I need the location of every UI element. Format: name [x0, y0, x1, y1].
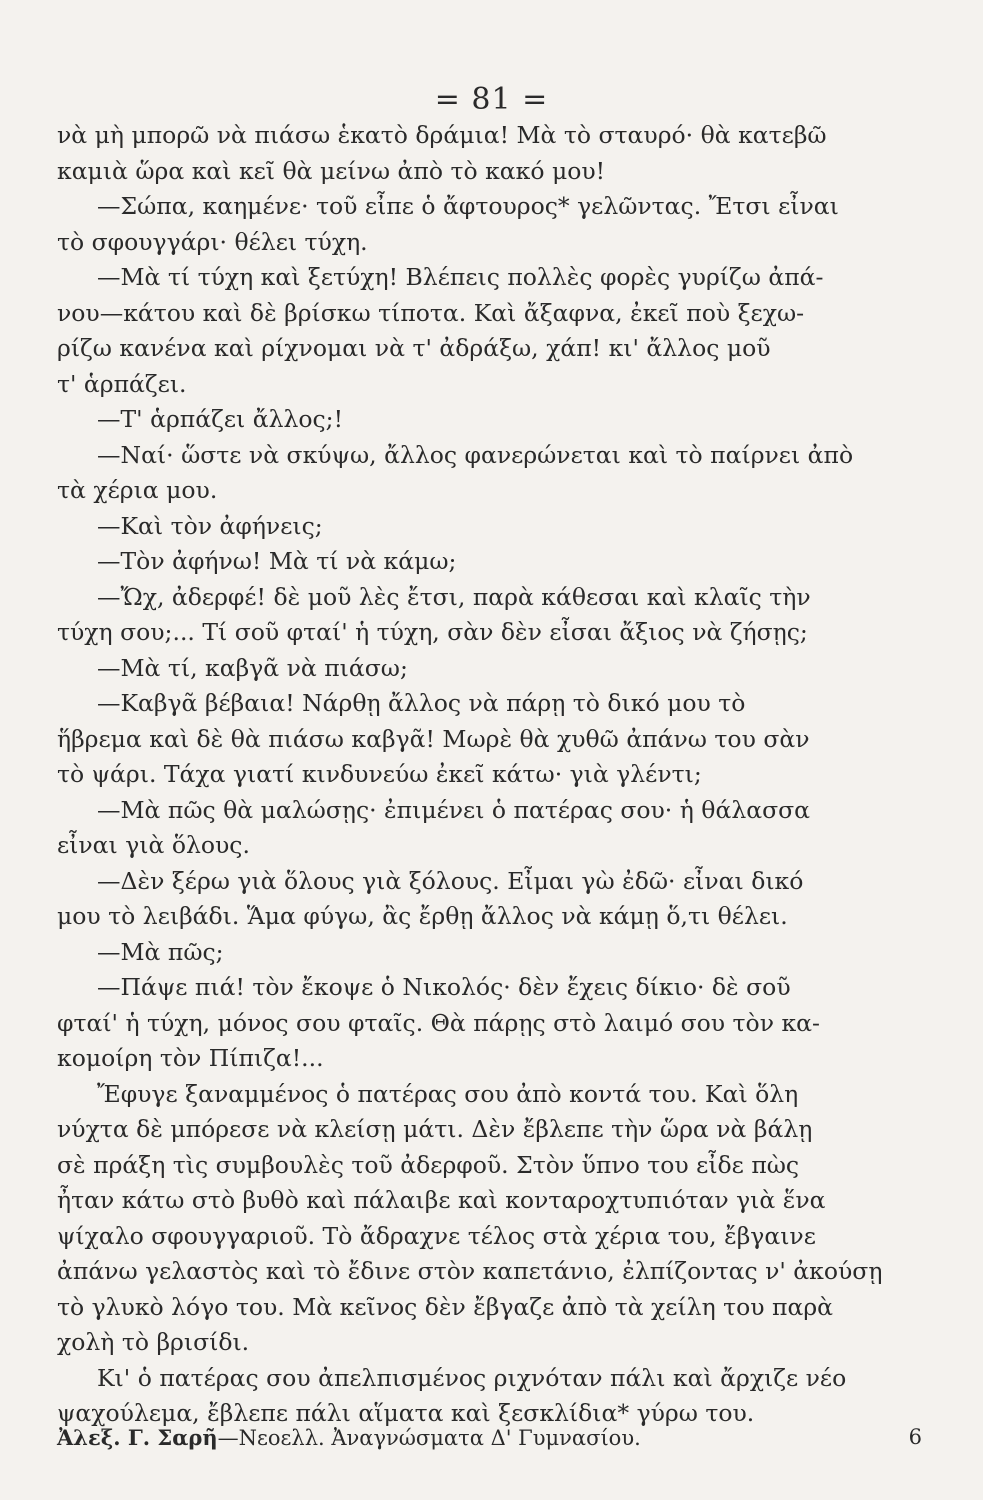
text-line: —Καὶ τὸν ἀφήνεις; — [97, 511, 323, 540]
signature-mark: 6 — [908, 1425, 922, 1449]
text-line: ψίχαλο σφουγγαριοῦ. Τὸ ἄδραχνε τέλος στὰ χέρια του, ἔβγαινε — [57, 1221, 816, 1250]
text-line: ρίζω κανένα καὶ ρίχνομαι νὰ τ' ἀδράξω, χάπ! κι' ἄλλος μοῦ — [57, 334, 771, 362]
text-line: νὰ μὴ μπορῶ νὰ πιάσω ἑκατὸ δράμια! Μὰ τὸ σταυρό· θὰ κατεβῶ — [57, 121, 827, 149]
text-line: Κι' ὁ πατέρας σου ἀπελπισμένος ριχνόταν πάλι καὶ ἄρχιζε νέο — [97, 1363, 847, 1392]
text-line: —Καβγᾶ βέβαια! Νάρθῃ ἄλλος νὰ πάρῃ τὸ δικό μου τὸ — [97, 689, 746, 717]
page-number-header: = 81 = — [434, 82, 549, 117]
text-line: —Ναί· ὥστε νὰ σκύψω, ἄλλος φανερώνεται καὶ τὸ παίρνει ἀπὸ — [97, 440, 854, 469]
text-line: —Δὲν ξέρω γιὰ ὅλους γιὰ ξόλους. Εἶμαι γὼ ἐδῶ· εἶναι δικό — [97, 866, 804, 895]
text-line: —Μὰ τί, καβγᾶ νὰ πιάσω; — [97, 653, 408, 682]
text-line: τὸ σφουγγάρι· θέλει τύχη. — [57, 227, 368, 256]
text-line: —Μὰ πῶς; — [97, 937, 224, 966]
text-line: τ' ἁρπάζει. — [57, 369, 187, 398]
text-line: ἥβρεμα καὶ δὲ θὰ πιάσω καβγᾶ! Μωρὲ θὰ χυθῶ ἀπάνω του σὰν — [57, 724, 810, 753]
text-line: σὲ πράξη τὶς συμβουλὲς τοῦ ἀδερφοῦ. Στὸν ὕπνο του εἶδε πὼς — [57, 1150, 800, 1179]
text-line: μου τὸ λειβάδι. Ἅμα φύγω, ἂς ἔρθῃ ἄλλος νὰ κάμῃ ὅ,τι θέλει. — [57, 902, 788, 930]
page-footer — [57, 1425, 922, 1450]
text-line: ψαχούλεμα, ἔβλεπε πάλι αἵματα καὶ ξεσκλίδια* γύρω του. — [57, 1399, 755, 1427]
text-line: —Μὰ τί τύχη καὶ ξετύχη! Βλέπεις πολλὲς φορὲς γυρίζω ἀπά- — [97, 263, 824, 291]
text-line: εἶναι γιὰ ὅλους. — [57, 831, 250, 859]
body-text — [57, 118, 922, 1432]
footer-title: —Νεοελλ. Ἀναγνώσματα Δ' Γυμνασίου. — [217, 1426, 641, 1450]
text-line: —Πάψε πιά! τὸν ἔκοψε ὁ Νικολός· δὲν ἔχεις δίκιο· δὲ σοῦ — [97, 973, 791, 1001]
text-line: τύχη σου;... Τί σοῦ φταί' ἡ τύχη, σὰν δὲν εἶσαι ἄξιος νὰ ζήσῃς; — [57, 618, 808, 646]
text-line: —Τ' ἁρπάζει ἄλλος;! — [97, 405, 344, 433]
text-line: κομοίρη τὸν Πίπιζα!... — [57, 1044, 324, 1072]
text-line: νου—κάτου καὶ δὲ βρίσκω τίποτα. Καὶ ἄξαφνα, ἐκεῖ ποὺ ξεχω- — [57, 298, 805, 327]
text-line: νύχτα δὲ μπόρεσε νὰ κλείσῃ μάτι. Δὲν ἔβλεπε τὴν ὥρα νὰ βάλῃ — [57, 1115, 813, 1143]
text-line: —Ὤχ, ἀδερφέ! δὲ μοῦ λὲς ἔτσι, παρὰ κάθεσαι καὶ κλαῖς τὴν — [97, 582, 811, 611]
text-line: —Σώπα, καημένε· τοῦ εἶπε ὁ ἄφτουρος* γελῶντας. Ἔτσι εἶναι — [97, 192, 839, 220]
text-line: χολὴ τὸ βρισίδι. — [57, 1328, 250, 1356]
text-line: —Τὸν ἀφήνω! Μὰ τί νὰ κάμω; — [97, 547, 457, 575]
text-line: τὸ ψάρι. Τάχα γιατί κινδυνεύω ἐκεῖ κάτω· γιὰ γλέντι; — [57, 760, 702, 788]
text-line: ἀπάνω γελαστὸς καὶ τὸ ἔδινε στὸν καπετάνιο, ἐλπίζοντας ν' ἀκούσῃ — [57, 1257, 883, 1285]
text-line: Ἔφυγε ξαναμμένος ὁ πατέρας σου ἀπὸ κοντά του. Καὶ ὅλη — [97, 1079, 799, 1108]
text-line: τὰ χέρια μου. — [57, 476, 218, 504]
text-line: φταί' ἡ τύχη, μόνος σου φταῖς. Θὰ πάρῃς στὸ λαιμό σου τὸν κα- — [57, 1008, 820, 1037]
footer-author: Ἀλεξ. Γ. Σαρῆ — [57, 1425, 218, 1450]
text-line: —Μὰ πῶς θὰ μαλώσῃς· ἐπιμένει ὁ πατέρας σου· ἡ θάλασσα — [97, 795, 811, 824]
text-line: καμιὰ ὥρα καὶ κεῖ θὰ μείνω ἀπὸ τὸ κακό μου! — [57, 156, 606, 185]
text-line: ἦταν κάτω στὸ βυθὸ καὶ πάλαιβε καὶ κονταροχτυπιόταν γιὰ ἕνα — [57, 1186, 826, 1214]
text-line: τὸ γλυκὸ λόγο του. Μὰ κεῖνος δὲν ἔβγαζε ἀπὸ τὰ χείλη του παρὰ — [57, 1292, 834, 1321]
